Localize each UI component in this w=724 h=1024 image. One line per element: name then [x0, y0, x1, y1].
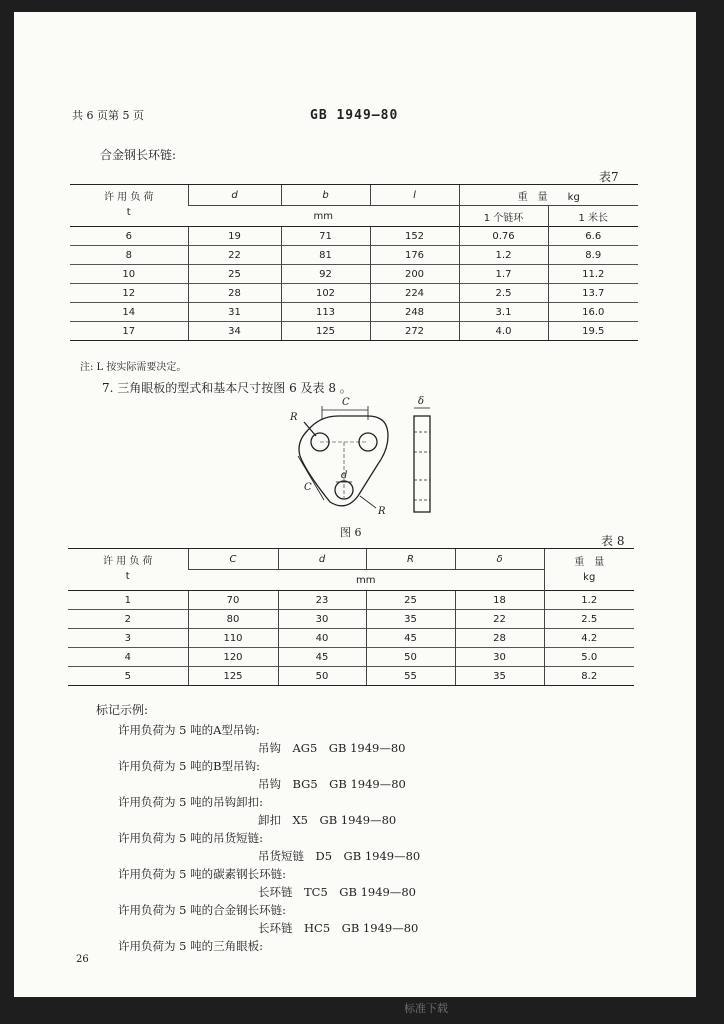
table8-unit-mm: mm	[188, 570, 544, 591]
table-cell: 14	[70, 303, 188, 322]
table-cell: 272	[370, 322, 459, 341]
table-row	[68, 629, 634, 648]
table-cell: 113	[281, 303, 370, 322]
marking-code: 长环链 HC5 GB 1949—80	[258, 921, 419, 935]
table8-col-weight	[544, 549, 634, 591]
table-cell: 50	[366, 648, 455, 667]
table7-header-row	[70, 185, 638, 206]
marking-code: 长环链 TC5 GB 1949—80	[258, 885, 416, 899]
table8-col-load-text: 许 用 负 荷	[102, 556, 153, 567]
table-cell: 6	[70, 227, 188, 246]
marking-code: 吊货短链 D5 GB 1949—80	[258, 849, 421, 863]
section-title: 合金钢长环链:	[100, 148, 177, 162]
marking-line: 许用负荷为 5 吨的三角眼板:	[118, 939, 264, 953]
table-cell: 45	[366, 629, 455, 648]
table-cell: 17	[70, 322, 188, 341]
table-cell: 35	[366, 610, 455, 629]
table-cell: 4	[68, 648, 188, 667]
figure-6-drawing	[264, 392, 444, 522]
table7-sub-link: 1 个链环	[459, 206, 548, 227]
table8	[68, 548, 634, 686]
table-cell: 31	[188, 303, 281, 322]
marking-line: 许用负荷为 5 吨的合金钢长环链:	[118, 903, 287, 917]
table7-col-load	[70, 185, 188, 227]
table-cell: 152	[370, 227, 459, 246]
table8-col-delta: δ	[455, 549, 544, 570]
marking-code: 卸扣 X5 GB 1949—80	[258, 813, 397, 827]
table-cell: 19	[188, 227, 281, 246]
table7-unit-mm: mm	[188, 206, 459, 227]
table-row	[68, 667, 634, 686]
table-cell: 248	[370, 303, 459, 322]
table-cell: 125	[281, 322, 370, 341]
table-cell: 2	[68, 610, 188, 629]
table-cell: 5.0	[544, 648, 634, 667]
table-cell: 8.2	[544, 667, 634, 686]
table7-sub-meter: 1 米长	[548, 206, 638, 227]
table-cell: 28	[455, 629, 544, 648]
table-cell: 25	[366, 591, 455, 610]
table8-header-row	[68, 549, 634, 570]
table-cell: 176	[370, 246, 459, 265]
table-row	[68, 591, 634, 610]
table-cell: 19.5	[548, 322, 638, 341]
table-cell: 35	[455, 667, 544, 686]
table-cell: 0.76	[459, 227, 548, 246]
marking-line: 许用负荷为 5 吨的碳素钢长环链:	[118, 867, 287, 881]
table7-label: 表7	[599, 170, 619, 184]
marking-line: 许用负荷为 5 吨的B型吊钩:	[118, 759, 260, 773]
table-cell: 30	[278, 610, 366, 629]
side-view-plate	[414, 416, 430, 512]
table-row	[70, 284, 638, 303]
table8-col-d: d	[278, 549, 366, 570]
table-cell: 224	[370, 284, 459, 303]
table-cell: 12	[70, 284, 188, 303]
table-cell: 22	[188, 246, 281, 265]
figure-caption: 图 6	[340, 526, 362, 539]
document-page	[14, 12, 696, 1015]
table7-note: 注: L 按实际需要决定。	[80, 362, 187, 373]
table-cell: 70	[188, 591, 278, 610]
table8-col-weight-text: 重 量	[574, 556, 605, 568]
fig-label-r-bottom: R	[378, 506, 386, 517]
table-cell: 92	[281, 265, 370, 284]
table-row	[70, 246, 638, 265]
marking-examples-title: 标记示例:	[96, 703, 149, 717]
table-cell: 16.0	[548, 303, 638, 322]
marking-code: 吊钩 AG5 GB 1949—80	[258, 741, 406, 755]
table-cell: 102	[281, 284, 370, 303]
table7-col-l: l	[370, 185, 459, 206]
table7-col-b: b	[281, 185, 370, 206]
c-diagonal-dimension	[298, 456, 324, 500]
table-cell: 1.2	[459, 246, 548, 265]
table-cell: 81	[281, 246, 370, 265]
table-cell: 23	[278, 591, 366, 610]
table-cell: 110	[188, 629, 278, 648]
table8-label: 表 8	[601, 534, 625, 548]
table-cell: 1	[68, 591, 188, 610]
footer-watermark: 标准下载	[404, 1002, 448, 1015]
table-cell: 13.7	[548, 284, 638, 303]
fig-label-delta: δ	[418, 396, 425, 407]
hole-right	[359, 433, 377, 451]
table-cell: 80	[188, 610, 278, 629]
triangle-plate-outline	[299, 416, 388, 506]
table-cell: 2.5	[459, 284, 548, 303]
table8-col-weight-unit: kg	[583, 571, 596, 583]
table-cell: 4.0	[459, 322, 548, 341]
table-cell: 8	[70, 246, 188, 265]
table8-col-r: R	[366, 549, 455, 570]
marking-line: 许用负荷为 5 吨的A型吊钩:	[118, 723, 260, 737]
table7-col-load-text: 许 用 负 荷	[103, 192, 154, 203]
table-cell: 125	[188, 667, 278, 686]
table-cell: 50	[278, 667, 366, 686]
table7	[70, 184, 638, 341]
radius-leader-bottom	[360, 496, 376, 508]
page-number: 26	[76, 954, 89, 965]
table-row	[70, 227, 638, 246]
table-cell: 45	[278, 648, 366, 667]
table-cell: 55	[366, 667, 455, 686]
table7-col-d: d	[188, 185, 281, 206]
marking-line: 许用负荷为 5 吨的吊钩卸扣:	[118, 795, 264, 809]
table-cell: 28	[188, 284, 281, 303]
table-cell: 3	[68, 629, 188, 648]
table-row	[70, 265, 638, 284]
table-row	[70, 322, 638, 341]
table-cell: 30	[455, 648, 544, 667]
table8-col-c: C	[188, 549, 278, 570]
item-7-text: 7. 三角眼板的型式和基本尺寸按图 6 及表 8 。	[102, 381, 352, 395]
standard-number-header: GB 1949—80	[310, 108, 399, 123]
table8-col-load	[68, 549, 188, 591]
table-cell: 18	[455, 591, 544, 610]
table-cell: 1.2	[544, 591, 634, 610]
table-cell: 2.5	[544, 610, 634, 629]
table-row	[70, 303, 638, 322]
table-cell: 120	[188, 648, 278, 667]
fig-label-d: d	[341, 470, 348, 481]
fig-label-r-top: R	[290, 412, 298, 423]
table-cell: 71	[281, 227, 370, 246]
table-cell: 22	[455, 610, 544, 629]
table-cell: 40	[278, 629, 366, 648]
table-cell: 34	[188, 322, 281, 341]
table-cell: 11.2	[548, 265, 638, 284]
table7-col-load-unit: t	[126, 207, 131, 218]
table-cell: 25	[188, 265, 281, 284]
table-cell: 1.7	[459, 265, 548, 284]
table-cell: 4.2	[544, 629, 634, 648]
fig-label-c-top: C	[342, 397, 350, 408]
table-cell: 8.9	[548, 246, 638, 265]
fig-label-c-side: C	[304, 482, 312, 493]
table8-col-load-unit: t	[125, 571, 130, 582]
table-cell: 3.1	[459, 303, 548, 322]
marking-code: 吊钩 BG5 GB 1949—80	[258, 777, 406, 791]
table-cell: 200	[370, 265, 459, 284]
table7-col-weight: 重 量 kg	[459, 185, 638, 206]
table-row	[68, 610, 634, 629]
table-row	[68, 648, 634, 667]
table-cell: 5	[68, 667, 188, 686]
table-cell: 10	[70, 265, 188, 284]
marking-line: 许用负荷为 5 吨的吊货短链:	[118, 831, 264, 845]
page-count-header: 共 6 页第 5 页	[72, 109, 144, 122]
table-cell: 6.6	[548, 227, 638, 246]
